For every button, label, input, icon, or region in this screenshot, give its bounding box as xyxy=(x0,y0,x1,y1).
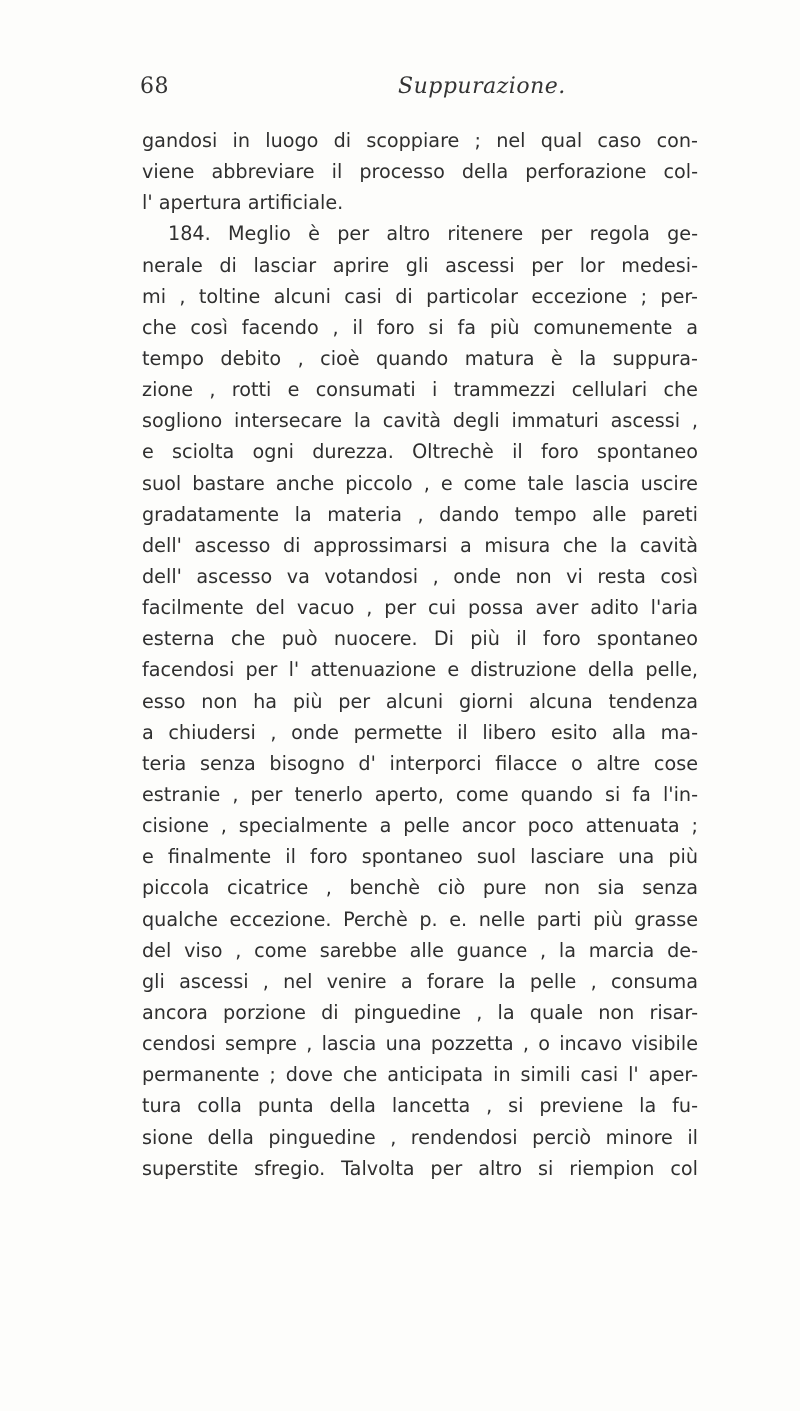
text-line: facilmente del vacuo , per cui possa aver adito l'aria xyxy=(142,596,698,620)
text-line: gandosi in luogo di scoppiare ; nel qual caso con- xyxy=(142,129,698,152)
text-line: gli ascessi , nel venire a forare la pelle , consuma xyxy=(142,969,698,993)
text-line: ancora porzione di pinguedine , la quale non risar- xyxy=(142,1000,698,1024)
paragraph-184-start: 184. Meglio è per altro ritenere per regola ge- xyxy=(168,222,698,246)
text-line: a chiudersi , onde permette il libero esito alla ma- xyxy=(142,720,698,744)
text-line: del viso , come sarebbe alle guance , la marcia de- xyxy=(142,938,698,962)
body-text xyxy=(142,125,698,1184)
text-line: sione della pinguedine , rendendosi perciò minore il xyxy=(142,1125,698,1149)
page-number: 68 xyxy=(140,74,169,99)
text-line: cisione , specialmente a pelle ancor poco attenuata ; xyxy=(142,814,698,838)
text-line: cendosi sempre , lascia una pozzetta , o incavo visibile xyxy=(142,1032,698,1056)
text-line: sogliono intersecare la cavità degli immaturi ascessi , xyxy=(142,409,698,433)
text-line: tura colla punta della lancetta , si previene la fu- xyxy=(142,1094,698,1118)
text-line: gradatamente la materia , dando tempo alle pareti xyxy=(142,502,698,526)
text-line: esso non ha più per alcuni giorni alcuna tendenza xyxy=(142,689,698,713)
text-line: piccola cicatrice , benchè ciò pure non sia senza xyxy=(142,876,698,900)
text-line: qualche eccezione. Perchè p. e. nelle parti più grasse xyxy=(142,907,698,931)
text-line: viene abbreviare il processo della perforazione col- xyxy=(142,160,698,184)
text-line: mi , toltine alcuni casi di particolar eccezione ; per- xyxy=(142,284,698,308)
text-line: suol bastare anche piccolo , e come tale lascia uscire xyxy=(142,471,698,495)
text-line: facendosi per l' attenuazione e distruzione della pelle, xyxy=(142,658,698,682)
text-line: dell' ascesso di approssimarsi a misura che la cavità xyxy=(142,533,698,557)
text-line: tempo debito , cioè quando matura è la suppura- xyxy=(142,346,698,370)
text-line: superstite sfregio. Talvolta per altro si riempion col xyxy=(142,1156,698,1180)
page-header xyxy=(140,74,700,114)
text-line: teria senza bisogno d' interporci filacce o altre cose xyxy=(142,751,698,775)
text-line: e finalmente il foro spontaneo suol lasciare una più xyxy=(142,845,698,869)
text-line: esterna che può nuocere. Di più il foro spontaneo xyxy=(142,627,698,651)
text-line: estranie , per tenerlo aperto, come quando si fa l'in- xyxy=(142,782,698,806)
text-line: l' apertura artificiale. xyxy=(142,191,344,215)
text-line: che così facendo , il foro si fa più comunemente a xyxy=(142,315,698,339)
text-line: zione , rotti e consumati i trammezzi cellulari che xyxy=(142,378,698,402)
running-title: Suppurazione. xyxy=(398,74,566,99)
text-line: nerale di lasciar aprire gli ascessi per lor medesi- xyxy=(142,253,698,277)
text-line: dell' ascesso va votandosi , onde non vi resta così xyxy=(142,564,698,588)
text-line: e sciolta ogni durezza. Oltrechè il foro spontaneo xyxy=(142,440,698,464)
text-line: permanente ; dove che anticipata in simili casi l' aper- xyxy=(142,1063,698,1087)
